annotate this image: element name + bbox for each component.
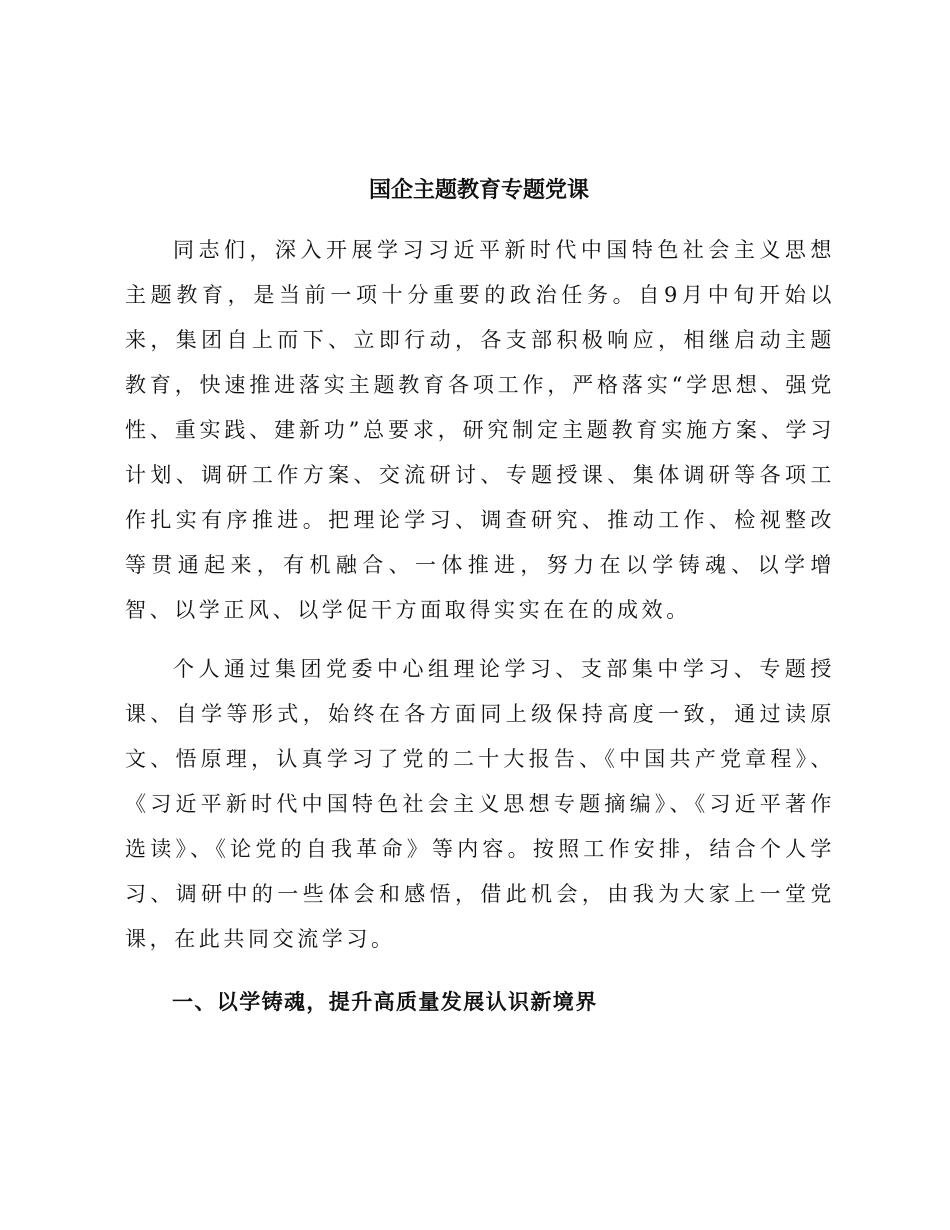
paragraph-personal-study: 个人通过集团党委中心组理论学习、支部集中学习、专题授课、自学等形式，始终在各方面同上级保持高度一致，通过读原文、悟原理，认真学习了党的二十大报告、《中国共产党章程》、《习近平新时代中国特色社会主义思想专题摘编》、《习近平著作选读》、《论党的自我革命》等内容。按照工作安排，结合个人学习、调研中的一些体会和感悟，借此机会，由我为大家上一堂党课，在此共同交流学习。 (125, 657, 835, 951)
document-title: 国企主题教育专题党课 (368, 177, 589, 203)
paragraph-intro: 同志们，深入开展学习习近平新时代中国特色社会主义思想主题教育，是当前一项十分重要的政治任务。自9月中旬开始以来，集团自上而下、立即行动，各支部积极响应，相继启动主题教育，快速推进落实主题教育各项工作，严格落实“学思想、强党性、重实践、建新功”总要求，研究制定主题教育实施方案、学习计划、调研工作方案、交流研讨、专题授课、集体调研等各项工作扎实有序推进。把理论学习、调查研究、推动工作、检视整改等贯通起来，有机融合、一体推进，努力在以学铸魂、以学增智、以学正风、以学促干方面取得实实在在的成效。 (125, 238, 835, 622)
section-heading: 一、以学铸魂，提升高质量发展认识新境界 (172, 989, 598, 1014)
